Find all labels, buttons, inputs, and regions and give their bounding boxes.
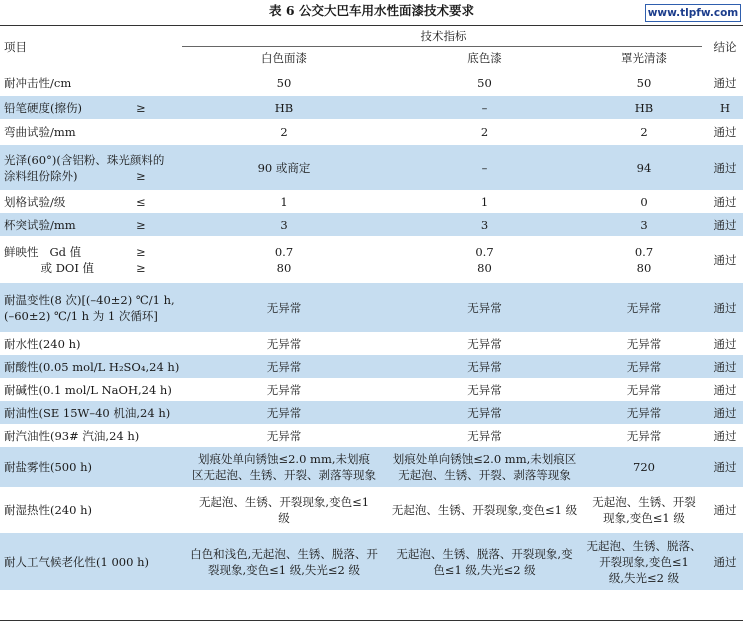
cell-white-text: 划痕处单向锈蚀≤2.0 mm,未划痕 — [197, 452, 371, 466]
row-item-label: 光泽(60°)(含铝粉、珠光颜料的 — [4, 152, 165, 167]
cell-white-text: 2 — [280, 125, 288, 139]
cell-clear-text: 无起泡、生锈、开裂 — [592, 495, 696, 509]
table-row — [0, 533, 743, 590]
cell-white — [180, 533, 388, 590]
cell-white-text: 裂现象,变色≤1 级,失光≤2 级 — [207, 562, 361, 577]
row-item-label: 涂料组份除外) — [4, 168, 78, 183]
cell-clear — [581, 401, 707, 424]
cell-clear — [581, 533, 707, 590]
cell-base — [388, 487, 581, 533]
row-operator: ≥ — [136, 217, 146, 232]
row-item-cell — [0, 355, 180, 378]
spec-table — [0, 25, 743, 621]
cell-white-text: 1 — [280, 194, 288, 209]
cell-result: 通过 — [713, 554, 737, 569]
cell-white — [180, 283, 388, 332]
cell-base-text: 划痕处单向锈蚀≤2.0 mm,未划痕区 — [392, 452, 577, 466]
row-item-label: 耐汽油性(93# 汽油,24 h) — [4, 428, 140, 443]
cell-clear-text: 0.7 — [634, 244, 654, 259]
cell-white-text: 级 — [278, 511, 290, 525]
cell-result: 通过 — [713, 428, 737, 443]
cell-white-text: 80 — [276, 260, 292, 275]
cell-white — [180, 378, 388, 401]
cell-white — [180, 236, 388, 283]
row-item-cell — [0, 533, 180, 590]
header-conclusion: 结论 — [707, 26, 743, 68]
row-item-label: 弯曲试验/mm — [4, 125, 76, 139]
cell-white — [180, 145, 388, 190]
cell-white — [180, 424, 388, 447]
cell-clear-text: HB — [634, 100, 654, 115]
row-item-label: 耐温变性(8 次)[(–40±2) ℃/1 h, — [4, 292, 175, 307]
cell-white — [180, 190, 388, 213]
cell-clear — [581, 355, 707, 378]
cell-result: 通过 — [713, 217, 737, 232]
row-item-cell — [0, 401, 180, 424]
cell-clear-text: 无异常 — [626, 336, 662, 351]
cell-clear-text: 无异常 — [626, 405, 662, 420]
cell-base — [388, 213, 581, 236]
cell-base — [388, 190, 581, 213]
table-row — [0, 119, 743, 145]
table-row — [0, 145, 743, 190]
cell-base — [388, 145, 581, 190]
cell-base — [388, 283, 581, 332]
cell-clear-text: 级,失光≤2 级 — [608, 570, 680, 585]
cell-result: 通过 — [713, 125, 737, 139]
cell-clear-text: 3 — [640, 217, 648, 232]
cell-base-text: 无异常 — [467, 405, 502, 420]
cell-base-text: 无异常 — [467, 428, 502, 443]
cell-base-text: 0.7 — [475, 244, 494, 259]
cell-clear — [581, 424, 707, 447]
row-item-cell — [0, 119, 180, 145]
cell-base-text: 无异常 — [467, 300, 502, 315]
cell-white-text: 50 — [276, 75, 292, 90]
cell-base-text: 80 — [477, 260, 492, 275]
cell-base — [388, 332, 581, 355]
row-item-cell — [0, 424, 180, 447]
cell-white — [180, 96, 388, 119]
cell-white — [180, 119, 388, 145]
cell-white-text: 无起泡、生锈、开裂现象,变色≤1 — [198, 495, 370, 509]
table-row — [0, 96, 743, 119]
row-operator: ≥ — [136, 168, 146, 183]
header-clear: 罩光清漆 — [581, 47, 707, 69]
row-item-cell — [0, 190, 180, 213]
cell-base — [388, 401, 581, 424]
header-tech: 技术指标 — [180, 26, 707, 46]
cell-base-text: 50 — [477, 75, 492, 90]
cell-result: 通过 — [713, 252, 737, 267]
row-item-label: 耐油性(SE 15W–40 机油,24 h) — [4, 405, 171, 420]
cell-white-text: 0.7 — [274, 244, 294, 259]
row-operator: ≤ — [136, 194, 146, 209]
cell-white-text: 无异常 — [266, 405, 302, 420]
row-item-label: (–60±2) ℃/1 h 为 1 次循环] — [4, 308, 158, 323]
cell-base — [388, 69, 581, 96]
row-item-cell — [0, 236, 180, 283]
cell-base-text: 无异常 — [467, 382, 502, 397]
cell-base-text: 1 — [480, 194, 489, 209]
row-item-label: 耐盐雾性(500 h) — [4, 460, 92, 474]
cell-result: 通过 — [713, 382, 737, 397]
cell-result: 通过 — [713, 160, 737, 175]
cell-base — [388, 96, 581, 119]
cell-result: 通过 — [713, 75, 737, 90]
cell-clear — [581, 236, 707, 283]
cell-base — [388, 424, 581, 447]
cell-white-text: 白色和浅色,无起泡、生锈、脱落、开 — [190, 546, 378, 561]
cell-white-text: 无异常 — [266, 300, 302, 315]
row-item-label: 鲜映性 Gd 值 — [4, 244, 82, 259]
cell-clear-text: 无起泡、生锈、脱落、 — [586, 538, 702, 553]
cell-clear-text: 现象,变色≤1 级 — [603, 511, 685, 525]
row-item-label: 耐水性(240 h) — [4, 336, 81, 351]
cell-result: 通过 — [713, 503, 737, 517]
cell-base-text: – — [481, 100, 488, 115]
cell-white-text: 无异常 — [266, 336, 302, 351]
cell-white — [180, 332, 388, 355]
header-item: 项目 — [0, 26, 180, 68]
row-item-cell — [0, 96, 180, 119]
cell-base-text: – — [481, 160, 488, 175]
row-item-label: 划格试验/级 — [4, 194, 66, 209]
cell-base-text: 2 — [480, 125, 489, 139]
cell-base — [388, 447, 581, 487]
row-item-label: 耐湿热性(240 h) — [4, 503, 92, 517]
row-item-label: 杯突试验/mm — [4, 217, 76, 232]
table-title: 表 6 公交大巴车用水性面漆技术要求 — [269, 3, 474, 18]
cell-base-text: 无起泡、生锈、开裂、剥落等现象 — [398, 468, 571, 482]
header-white: 白色面漆 — [180, 47, 388, 69]
cell-white — [180, 355, 388, 378]
cell-clear-text: 开裂现象,变色≤1 — [599, 554, 689, 569]
cell-white — [180, 447, 388, 487]
table-row — [0, 283, 743, 332]
cell-white-text: 区无起泡、生锈、开裂、剥落等现象 — [192, 468, 376, 482]
cell-clear — [581, 145, 707, 190]
row-item-cell — [0, 213, 180, 236]
cell-result: H — [719, 100, 731, 115]
cell-result: 通过 — [713, 405, 737, 420]
cell-clear-text: 94 — [636, 160, 652, 175]
cell-result: 通过 — [713, 194, 737, 209]
cell-white-text: 3 — [280, 217, 288, 232]
row-item-label: 耐碱性(0.1 mol/L NaOH,24 h) — [4, 382, 172, 397]
cell-clear-text: 无异常 — [626, 428, 662, 443]
row-item-cell — [0, 447, 180, 487]
row-item-label: 耐酸性(0.05 mol/L H₂SO₄,24 h) — [4, 359, 180, 374]
cell-base — [388, 119, 581, 145]
table-row — [0, 424, 743, 447]
cell-base-text: 无异常 — [467, 336, 502, 351]
cell-base — [388, 355, 581, 378]
cell-result: 通过 — [713, 336, 737, 351]
cell-clear — [581, 447, 707, 487]
cell-white — [180, 69, 388, 96]
cell-clear-text: 50 — [636, 75, 652, 90]
table-row — [0, 447, 743, 487]
cell-clear-text: 2 — [640, 125, 648, 139]
cell-base-text: 无异常 — [467, 359, 502, 374]
row-operator: ≥ — [136, 100, 146, 115]
cell-white — [180, 487, 388, 533]
cell-clear-text: 0 — [640, 194, 648, 209]
row-item-cell — [0, 145, 180, 190]
row-operator: ≥ — [136, 260, 146, 275]
cell-clear-text: 无异常 — [626, 359, 662, 374]
cell-clear — [581, 487, 707, 533]
cell-clear-text: 无异常 — [626, 382, 662, 397]
row-operator: ≥ — [136, 244, 146, 259]
row-item-cell — [0, 332, 180, 355]
cell-base — [388, 236, 581, 283]
cell-base-text: 3 — [480, 217, 489, 232]
cell-clear-text: 80 — [636, 260, 652, 275]
cell-result: 通过 — [713, 300, 737, 315]
cell-white-text: 无异常 — [266, 382, 302, 397]
cell-clear — [581, 332, 707, 355]
cell-clear — [581, 213, 707, 236]
cell-base — [388, 378, 581, 401]
cell-white-text: 无异常 — [266, 359, 302, 374]
cell-clear — [581, 119, 707, 145]
cell-clear — [581, 96, 707, 119]
cell-base — [388, 533, 581, 590]
table-row — [0, 355, 743, 378]
watermark-logo: www.tlpfw.com — [645, 4, 741, 22]
table-row — [0, 190, 743, 213]
cell-clear — [581, 69, 707, 96]
row-item-cell — [0, 487, 180, 533]
row-item-cell — [0, 69, 180, 96]
header-base: 底色漆 — [388, 47, 581, 69]
table-row — [0, 401, 743, 424]
cell-clear-text: 无异常 — [626, 300, 662, 315]
cell-white-text: HB — [274, 100, 294, 115]
table-row — [0, 213, 743, 236]
cell-white — [180, 213, 388, 236]
cell-result: 通过 — [713, 460, 737, 474]
row-item-cell — [0, 378, 180, 401]
table-row — [0, 236, 743, 283]
cell-white-text: 90 或商定 — [257, 160, 311, 175]
table-row — [0, 378, 743, 401]
cell-clear-text: 720 — [633, 460, 655, 474]
row-item-label: 铅笔硬度(擦伤) — [4, 100, 82, 115]
row-item-label: 耐人工气候老化性(1 000 h) — [4, 554, 149, 569]
row-item-label: 耐冲击性/cm — [4, 75, 72, 90]
cell-result: 通过 — [713, 359, 737, 374]
cell-clear — [581, 378, 707, 401]
row-item-cell — [0, 283, 180, 332]
cell-clear — [581, 190, 707, 213]
cell-base-text: 色≤1 级,失光≤2 级 — [433, 562, 536, 577]
cell-base-text: 无起泡、生锈、开裂现象,变色≤1 级 — [391, 503, 578, 517]
row-item-label: 或 DOI 值 — [4, 260, 95, 275]
table-row — [0, 69, 743, 96]
table-row — [0, 332, 743, 355]
cell-white-text: 无异常 — [266, 428, 302, 443]
cell-white — [180, 401, 388, 424]
table-row — [0, 487, 743, 533]
cell-clear — [581, 283, 707, 332]
cell-base-text: 无起泡、生锈、脱落、开裂现象,变 — [396, 546, 573, 561]
